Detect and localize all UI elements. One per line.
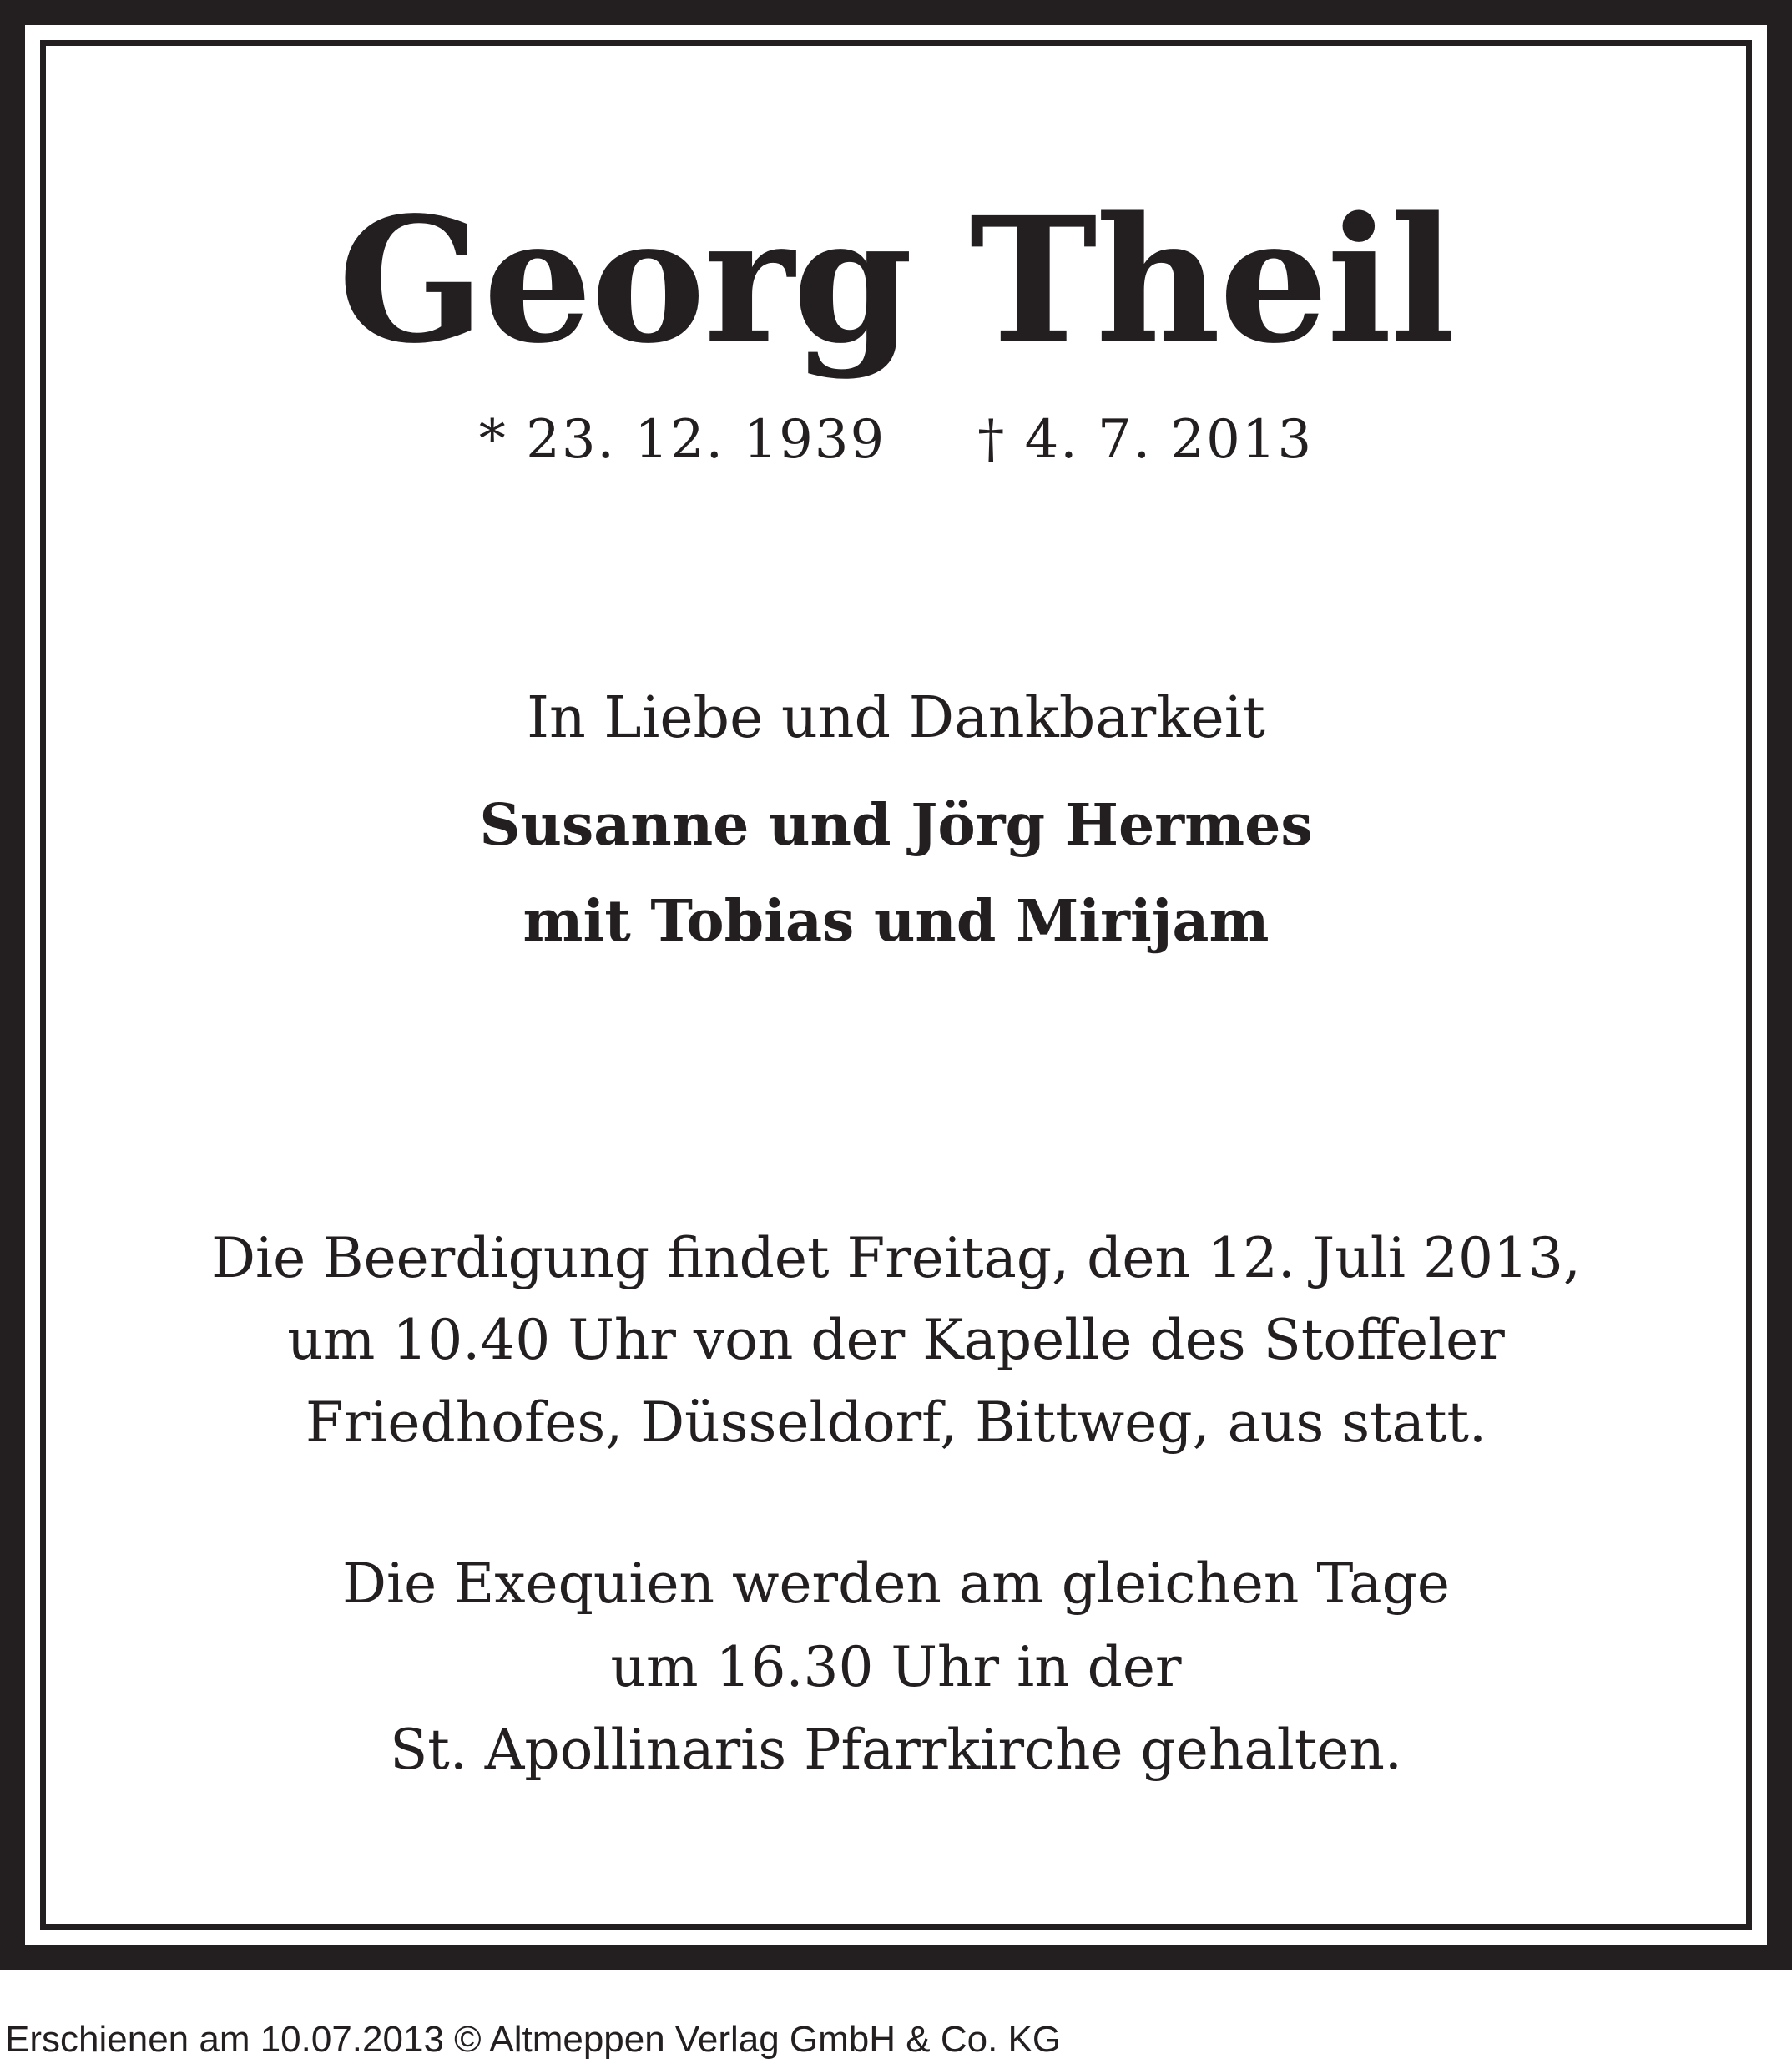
service-info-line: um 16.30 Uhr in der xyxy=(610,1635,1182,1699)
funeral-info-line: Die Beerdigung findet Freitag, den 12. Juli 2013, xyxy=(211,1226,1581,1290)
mourner-line: mit Tobias und Mirijam xyxy=(522,888,1270,955)
service-info-line: St. Apollinaris Pfarrkirche gehalten. xyxy=(390,1718,1402,1782)
mourner-line: Susanne und Jörg Hermes xyxy=(479,792,1313,859)
publication-footer: Erschienen am 10.07.2013 © Altmeppen Verlag GmbH & Co. KG xyxy=(5,2019,1062,2060)
obituary-notice xyxy=(46,46,1746,1924)
service-info-line: Die Exequien werden am gleichen Tage xyxy=(342,1552,1450,1616)
deceased-name: Georg Theil xyxy=(337,179,1455,381)
funeral-info-line: um 10.40 Uhr von der Kapelle des Stoffeler xyxy=(287,1308,1505,1372)
birth-date: * 23. 12. 1939 xyxy=(478,409,886,471)
closing-phrase: In Liebe und Dankbarkeit xyxy=(527,685,1265,751)
life-dates xyxy=(46,409,1746,471)
funeral-info-line: Friedhofes, Düsseldorf, Bittweg, aus statt. xyxy=(305,1390,1487,1455)
death-date: † 4. 7. 2013 xyxy=(977,409,1314,471)
